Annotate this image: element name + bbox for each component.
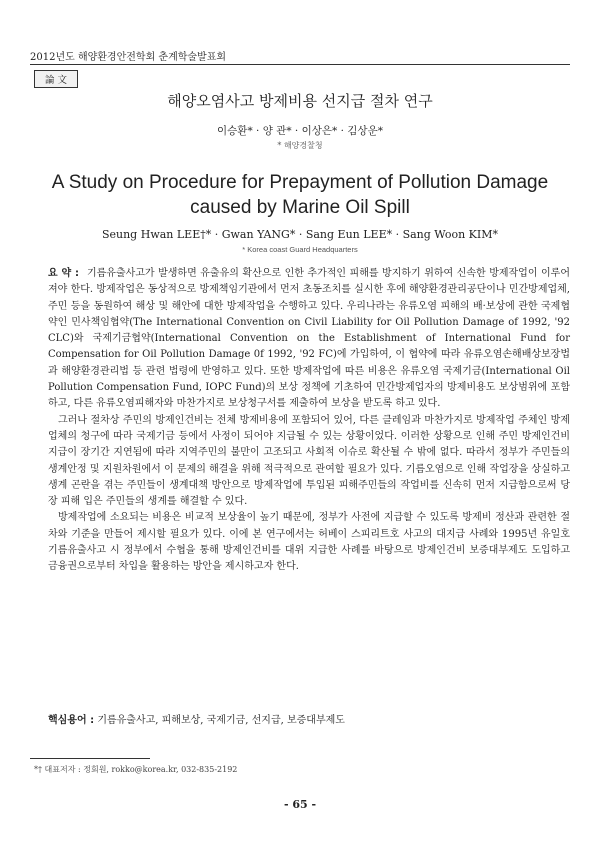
conference-header: 2012년도 해양환경안전학회 춘계학술발표회 <box>30 52 227 63</box>
footnote-rule <box>30 758 150 759</box>
english-title-line1: A Study on Procedure for Prepayment of Pollution Damage <box>51 172 549 193</box>
english-authors: Seung Hwan LEE†* · Gwan YANG* · Sang Eun LEE* · Sang Woon KIM* <box>101 228 499 241</box>
korean-title: 해양오염사고 방제비용 선지급 절차 연구 <box>167 92 433 110</box>
korean-authors: 이승환* · 양 관* · 이상은* · 김상운* <box>217 125 383 137</box>
english-title-line2: caused by Marine Oil Spill <box>190 197 410 218</box>
abstract-text-1: 기름유출사고가 발생하면 유출유의 확산으로 인한 추가적인 피해를 방지하기 위하여 신속한 방제작업이 이루어져야 한다. 방제작업은 동상적으로 방제책임기관에서 먼저 초동조치를 실시한 후에 해양환경관리공단이나 민간방제업체, 주민 등을 동원하여 해상 및 해안에 대한 방제작업을 수행하고 있다. 우리나라는 유류오염 피해의 배·보상에 관한 국제협약인 민사책임협약(The International Convention on Civil Liability for Oil Pollution Damage of 1992, '92 CLC)와 국제기금협약(International Convention on the Establishment of International Fund for Compensation for Oil Pollution Damage 0f 1992, '92 FC)에 가입하여, 이 협약에 따라 유류오염손해배상보장법과 해양환경관리법 등 관련 법령에 반영하고 있다. 또한 방제작업에 따른 비용은 유류오염 국제기금(International Oil Pollution Compensation Fund, IOPC Fund)의 보상 정책에 기초하여 민간방제업자의 방제비용도 보상범위에 포함하고, 다른 유류오염피해자와 마찬가지로 보상청구서를 제출하여 보상을 받도록 하고 있다. <box>48 268 570 410</box>
header-rule <box>30 64 570 65</box>
page-number: - 65 - <box>283 798 317 811</box>
abstract <box>48 266 570 576</box>
keywords-text: 기름유출사고, 피해보상, 국제기금, 선지급, 보증대부제도 <box>97 715 345 726</box>
abstract-label: 요 약 : <box>48 268 79 279</box>
footnote: *† 대표저자 : 정회원, rokko@korea.kr, 032-835-2192 <box>34 765 238 774</box>
paper-type-badge: 論 文 <box>34 70 78 88</box>
abstract-paragraph-3: 방제작업에 소요되는 비용은 비교적 보상율이 높기 때문에, 정부가 사전에 지급할 수 있도록 방제비 정산과 관련한 절차와 기준을 만들어 제시할 필요가 있다. 이에 본 연구에서는 허베이 스피리트호 사고의 대지급 사례와 1995년 유일호 기름유출사고 시 정부에서 수협을 통해 방제인건비를 대위 지급한 사례를 바탕으로 방제인건비 보증대부제도 도입하고 금융권으로부터 차입을 활용하는 방안을 제시하고자 한다. <box>48 512 570 573</box>
korean-affiliation: * 해양경찰청 <box>277 141 323 150</box>
english-affiliation: * Korea coast Guard Headquarters <box>242 245 358 254</box>
keywords-label: 핵심용어 : <box>48 715 95 726</box>
abstract-paragraph-2: 그러나 절차상 주민의 방제인건비는 전체 방제비용에 포함되어 있어, 다른 클레임과 마찬가지로 방제작업 주체인 방제업체의 청구에 따라 국제기금 등에서 사정이 되어야 지급될 수 있는 상황이었다. 이러한 상황으로 인해 주민 방제인건비 지급이 장기간 지연됨에 따라 지역주민의 불만이 고조되고 사회적 이슈로 확산될 수 밖에 없다. 따라서 정부가 주민들의 생계안정 및 지원차원에서 이 문제의 해결을 위해 적극적으로 관여할 필요가 있다. 기름오염으로 인해 작업장을 상실하고 생계 곤란을 겪는 주민들이 생계대책 방안으로 방제작업에 투입된 피해주민들의 작업비를 신속히 먼저 지급함으로써 당장 피해 입은 주민들의 생계를 해결할 수 있다. <box>48 414 570 508</box>
keywords <box>48 711 345 726</box>
english-title <box>0 170 600 220</box>
abstract-paragraph-1 <box>48 266 570 413</box>
